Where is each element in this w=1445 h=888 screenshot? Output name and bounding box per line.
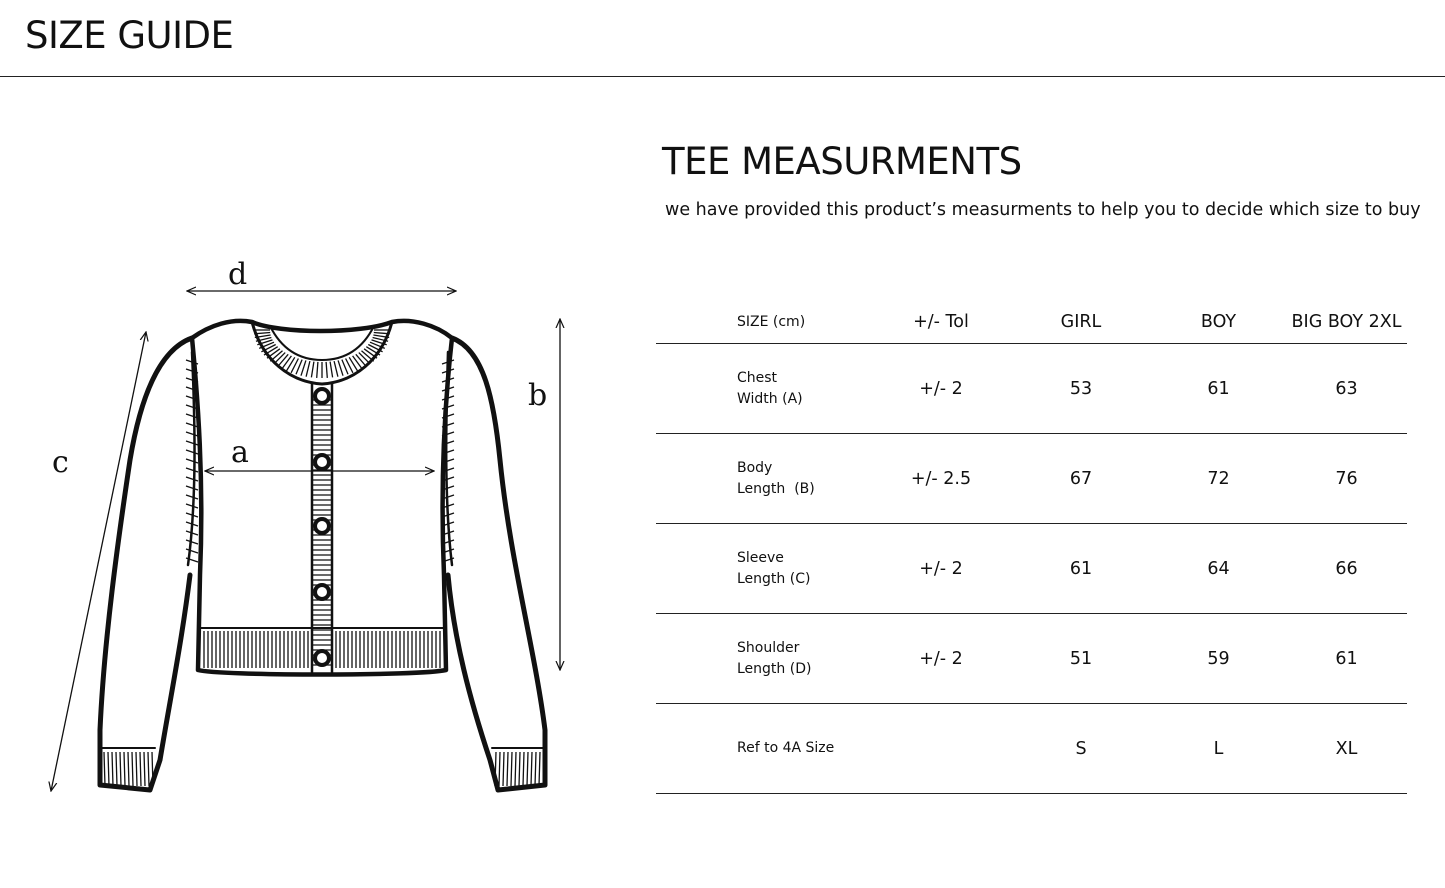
column-header-big-boy: BIG BOY 2XL [1286, 300, 1407, 344]
boy-cell: 59 [1151, 614, 1286, 704]
big-boy-cell: 61 [1286, 614, 1407, 704]
table-row [656, 524, 1407, 614]
tolerance-cell: +/- 2 [871, 344, 1011, 434]
dimension-label-b: b [528, 378, 548, 413]
dimension-label-c: c [52, 445, 69, 480]
size-table [656, 300, 1407, 794]
dimension-label-d: d [228, 257, 248, 292]
tolerance-cell [871, 704, 1011, 794]
big-boy-cell: XL [1286, 704, 1407, 794]
row-label: Shoulder Length (D) [656, 614, 871, 704]
column-header-girl: GIRL [1011, 300, 1151, 344]
girl-cell: 67 [1011, 434, 1151, 524]
big-boy-cell: 66 [1286, 524, 1407, 614]
dimension-label-a: a [231, 435, 249, 470]
boy-cell: 61 [1151, 344, 1286, 434]
table-row [656, 704, 1407, 794]
row-label: Chest Width (A) [656, 344, 871, 434]
girl-cell: S [1011, 704, 1151, 794]
table-header-row [656, 300, 1407, 344]
row-label: Ref to 4A Size [656, 704, 871, 794]
section-title: TEE MEASURMENTS [662, 140, 1022, 183]
girl-cell: 61 [1011, 524, 1151, 614]
tolerance-cell: +/- 2 [871, 614, 1011, 704]
cardigan-sketch-icon [0, 240, 600, 820]
table-row [656, 434, 1407, 524]
title-divider [0, 76, 1445, 77]
row-label: Sleeve Length (C) [656, 524, 871, 614]
column-header-boy: BOY [1151, 300, 1286, 344]
table-row [656, 344, 1407, 434]
row-label: Body Length (B) [656, 434, 871, 524]
boy-cell: 64 [1151, 524, 1286, 614]
boy-cell: L [1151, 704, 1286, 794]
big-boy-cell: 76 [1286, 434, 1407, 524]
column-header-size: SIZE (cm) [656, 300, 871, 344]
girl-cell: 51 [1011, 614, 1151, 704]
girl-cell: 53 [1011, 344, 1151, 434]
boy-cell: 72 [1151, 434, 1286, 524]
tolerance-cell: +/- 2 [871, 524, 1011, 614]
column-header-tolerance: +/- Tol [871, 300, 1011, 344]
table-row [656, 614, 1407, 704]
section-subtitle: we have provided this product’s measurments to help you to decide which size to buy [665, 200, 1421, 220]
tolerance-cell: +/- 2.5 [871, 434, 1011, 524]
page-title: SIZE GUIDE [25, 14, 234, 57]
big-boy-cell: 63 [1286, 344, 1407, 434]
